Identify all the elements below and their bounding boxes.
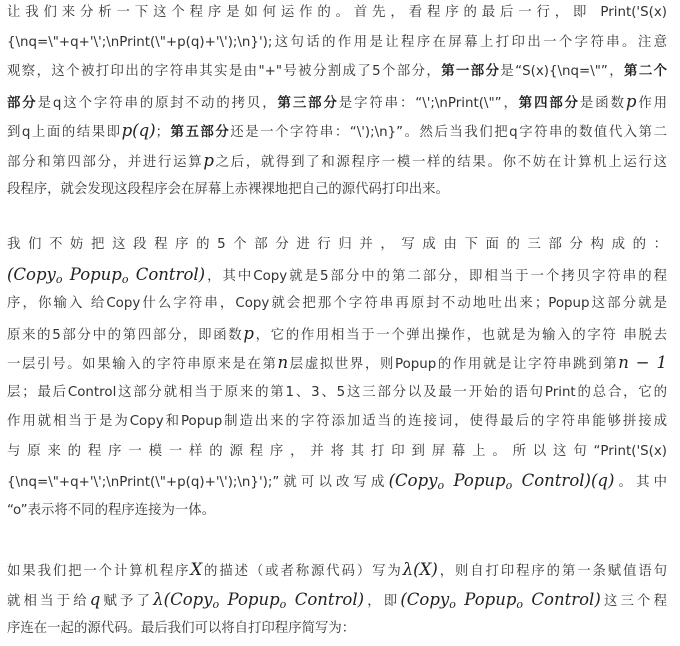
text-run: ，它的作用相当于一个弹出操作，也就是为输入的字符 串脱去: [253, 327, 667, 343]
text-run: 序，你输入 给Copy什么字符串，Copy就会把那个字符串再原封不动地吐出来；Popup这部分就是: [7, 296, 667, 311]
math-expression: Popup: [219, 589, 280, 609]
text-run: 的描述（或者称源代码）写为: [202, 564, 403, 579]
bold-term: 第四部分: [518, 95, 580, 111]
text-run: 层虚拟世界，则Popup的作用就是让字符串跳到第: [288, 357, 619, 372]
text-run: 层；最后Control这部分就相当于原来的第1、3、5这三部分以及最一开始的语句Print的总合，它的: [7, 384, 667, 400]
bold-term: 第三部分: [277, 95, 339, 111]
math-expression: p(q): [121, 121, 156, 140]
text-line: [7, 262, 667, 288]
text-run: 一层引号。如果输入的字符串原来是在第: [7, 357, 278, 372]
math-expression: Popup: [455, 589, 517, 609]
math-expression: (Copy: [400, 589, 450, 609]
text-line: [7, 409, 667, 435]
math-expression: Control): [523, 589, 601, 609]
text-run: 就相当于给: [7, 593, 90, 609]
text-line: [7, 321, 667, 347]
text-line: [7, 89, 667, 115]
text-run: 之后，就得到了和源程序一模一样的结果。你不妨在计算机上运行这: [213, 154, 667, 170]
math-expression: Control): [286, 589, 365, 609]
text-line: [7, 0, 667, 26]
text-run: ，则自打印程序的第一条赋值语句: [437, 564, 667, 579]
math-subscript: o: [279, 597, 287, 611]
math-subscript: o: [121, 272, 129, 286]
text-run: 赋予了: [100, 593, 154, 609]
text-run: 是q这个字符串的原封不动的拷贝，: [37, 95, 278, 111]
text-run: 段程序，就会发现这段程序会在屏幕上赤裸裸地把自己的源代码打印出来。: [7, 182, 449, 197]
text-line: [7, 59, 667, 85]
text-run: 到q上面的结果即: [7, 125, 122, 140]
math-subscript: o: [212, 597, 220, 611]
math-expression: Control): [128, 264, 206, 284]
math-subscript: o: [516, 597, 524, 611]
text-run: 观察，这个被打印出的字符串其实是由"+"号被分割成了5个部分，: [7, 64, 442, 79]
text-run: 是字符串：“\';\nPrint(\"”，: [338, 95, 519, 111]
bold-term: 第五部分: [168, 125, 231, 140]
text-run: {\nq=\"+q+'\';\nPrint(\"+p(q)+'\');\n}');”就可以改写成: [7, 475, 389, 490]
text-line: [7, 350, 667, 376]
text-line: [7, 380, 667, 406]
text-line: [7, 587, 667, 613]
text-run: {\nq=\"+q+'\';\nPrint(\"+p(q)+'\');\n}');这句话的作用是让程序在屏幕上打印出一个字符串。注意: [7, 34, 667, 50]
math-expression: (Copy: [388, 471, 438, 490]
math-subscript: o: [449, 597, 456, 611]
text-run: 序连在一起的源代码。最后我们可以将自打印程序简写为：: [7, 621, 356, 636]
text-line: [7, 232, 667, 258]
math-subscript: o: [437, 479, 445, 492]
bold-term: 第一部分: [441, 64, 501, 79]
text-run: 如果我们把一个计算机程序: [7, 564, 191, 579]
math-subscript: o: [55, 272, 63, 286]
text-run: 原来的5部分中的第四部分，即函数: [7, 327, 244, 343]
text-run: 是“S(x){\nq=\"”，: [500, 64, 625, 79]
text-line: [7, 468, 667, 494]
text-line: [7, 557, 667, 583]
text-line: [7, 30, 667, 56]
text-line: [7, 498, 667, 524]
text-run: 我们不妨把这段程序的5个部分进行归并，写成由下面的三部分构成的：: [7, 237, 667, 252]
text-run: 与原来的程序一模一样的源程序，并将其打印到屏幕上。所以这句“Print('S(x): [7, 443, 667, 459]
text-run: ；: [155, 125, 169, 140]
math-expression: p: [625, 91, 637, 111]
math-expression: Popup: [62, 264, 122, 284]
text-run: 部分和第四部分，并进行运算: [7, 154, 204, 170]
text-run: 作用: [636, 95, 667, 111]
math-expression: p: [203, 150, 214, 170]
math-subscript: o: [505, 479, 513, 492]
bold-term: 部分: [7, 95, 38, 111]
text-run: 。其中: [614, 475, 667, 490]
bold-term: 第二个: [624, 64, 667, 79]
math-expression: (Copy: [7, 264, 56, 284]
text-run: 还是一个字符串：“\');\n}”。然后当我们把q字符串的数值代入第二: [230, 125, 667, 140]
text-run: “o”表示将不同的程序连接为一体。: [7, 502, 216, 518]
text-run: 让我们来分析一下这个程序是如何运作的。首先，看程序的最后一行，即 Print('S(x): [7, 5, 667, 20]
text-line: [7, 439, 667, 465]
math-expression: n: [277, 353, 289, 372]
text-run: 是函数: [579, 95, 626, 111]
math-expression: Control)(q): [512, 471, 615, 490]
math-expression: Popup: [444, 471, 506, 490]
text-run: 这三个程: [600, 593, 667, 609]
text-run: 作用就相当于是为Copy和Popup制造出来的字符添加适当的连接词，使得最后的字符串能够拼接成: [7, 414, 667, 429]
math-expression: λ(Copy: [153, 589, 213, 609]
math-expression: q: [89, 589, 101, 609]
math-expression: n − 1: [618, 353, 667, 372]
math-expression: p: [243, 323, 254, 343]
text-line: [7, 118, 667, 144]
math-expression: X: [190, 560, 203, 579]
text-line: [7, 177, 667, 203]
text-line: [7, 616, 667, 642]
math-expression: λ(X): [402, 560, 438, 579]
text-line: [7, 291, 667, 317]
text-line: [7, 148, 667, 174]
text-run: ，其中Copy就是5部分中的第二部分，即相当于一个拷贝字符串的程: [205, 268, 667, 284]
text-run: ，即: [364, 593, 401, 609]
